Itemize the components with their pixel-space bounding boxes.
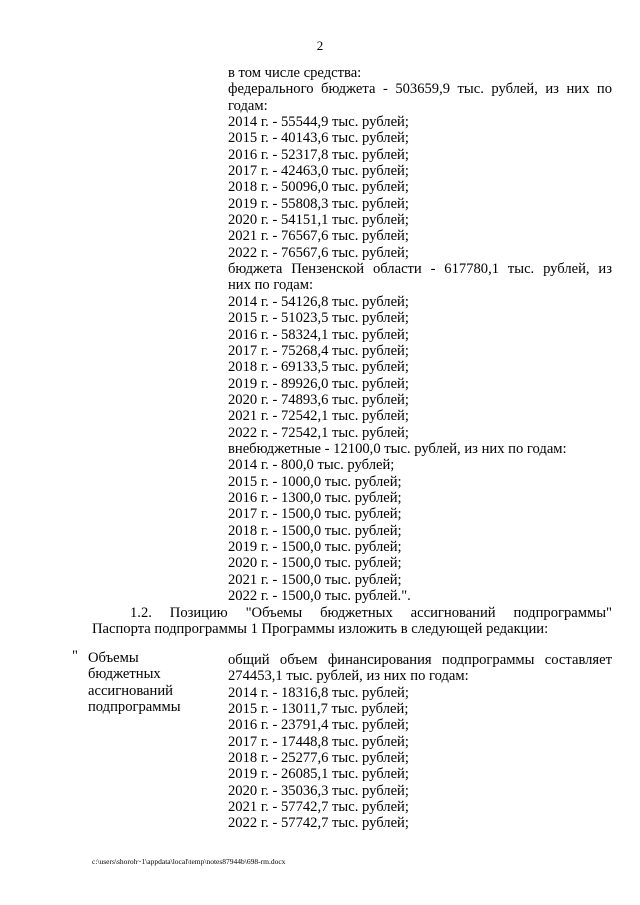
regional-year-line: 2020 г. - 74893,6 тыс. рублей; — [228, 391, 409, 408]
extrabudget-year-line: 2015 г. - 1000,0 тыс. рублей; — [228, 473, 402, 490]
federal-year-line: 2018 г. - 50096,0 тыс. рублей; — [228, 179, 409, 196]
regional-budget-heading: бюджета Пензенской области - 617780,1 тыс. рублей, из — [228, 261, 612, 278]
regional-year-line: 2021 г. - 72542,1 тыс. рублей; — [228, 408, 409, 425]
label-line: Объемы — [88, 650, 139, 666]
label-line: подпрограммы — [88, 699, 181, 716]
paragraph-1-2-line2: Паспорта подпрограммы 1 Программы изложить в следующей редакции: — [92, 621, 549, 638]
label-line: ассигнований — [88, 682, 173, 699]
total-funding-heading: общий объем финансирования подпрограммы составляет — [228, 652, 612, 668]
extrabudget-year-line: 2014 г. - 800,0 тыс. рублей; — [228, 457, 395, 474]
federal-year-line: 2020 г. - 54151,1 тыс. рублей; — [228, 212, 409, 229]
federal-year-line: 2017 г. - 42463,0 тыс. рублей; — [228, 163, 409, 180]
federal-budget-heading: федерального бюджета - 503659,9 тыс. рублей, из них по — [228, 81, 612, 98]
label-line: бюджетных — [88, 666, 161, 683]
intro-line: в том числе средства: — [228, 65, 362, 81]
regional-year-line: 2019 г. - 89926,0 тыс. рублей; — [228, 375, 409, 392]
paragraph-1-2-line1: 1.2. Позицию "Объемы бюджетных ассигнований подпрограммы" — [130, 605, 612, 621]
regional-year-line: 2018 г. - 69133,5 тыс. рублей; — [228, 359, 409, 376]
regional-year-line: 2017 г. - 75268,4 тыс. рублей; — [228, 342, 409, 359]
federal-year-line: 2021 г. - 76567,6 тыс. рублей; — [228, 228, 409, 245]
total-funding-heading-cont: 274453,1 тыс. рублей, из них по годам: — [228, 668, 469, 685]
paragraph-1-2 — [92, 605, 612, 638]
extrabudget-heading: внебюджетные - 12100,0 тыс. рублей, из них по годам: — [228, 440, 567, 457]
regional-year-line: 2014 г. - 54126,8 тыс. рублей; — [228, 293, 409, 310]
regional-year-line: 2015 г. - 51023,5 тыс. рублей; — [228, 310, 409, 327]
subprogram-year-line: 2018 г. - 25277,6 тыс. рублей; — [228, 750, 409, 767]
extrabudget-year-line: 2022 г. - 1500,0 тыс. рублей.". — [228, 588, 411, 604]
extrabudget-year-line: 2019 г. - 1500,0 тыс. рублей; — [228, 538, 402, 555]
federal-year-line: 2014 г. - 55544,9 тыс. рублей; — [228, 114, 409, 131]
subprogram-year-line: 2019 г. - 26085,1 тыс. рублей; — [228, 766, 409, 783]
federal-year-line: 2022 г. - 76567,6 тыс. рублей; — [228, 244, 409, 261]
page-number: 2 — [316, 38, 324, 53]
table-left-cell — [72, 648, 216, 716]
funding-sources-block — [228, 65, 612, 604]
footer-file-path: c:\users\shoroh~1\appdata\local\temp\notes87944b\698-rm.docx — [92, 857, 286, 866]
federal-year-line: 2019 г. - 55808,3 тыс. рублей; — [228, 195, 409, 212]
extrabudget-year-line: 2020 г. - 1500,0 тыс. рублей; — [228, 555, 402, 572]
subprogram-year-line: 2017 г. - 17448,8 тыс. рублей; — [228, 733, 409, 750]
regional-year-line: 2016 г. - 58324,1 тыс. рублей; — [228, 326, 409, 343]
regional-year-line: 2022 г. - 72542,1 тыс. рублей; — [228, 424, 409, 441]
subprogram-year-line: 2015 г. - 13011,7 тыс. рублей; — [228, 701, 409, 718]
table-right-cell — [228, 652, 612, 832]
subprogram-year-line: 2020 г. - 35036,3 тыс. рублей; — [228, 782, 409, 799]
subprogram-year-line: 2014 г. - 18316,8 тыс. рублей; — [228, 684, 409, 701]
federal-year-line: 2015 г. - 40143,6 тыс. рублей; — [228, 130, 409, 147]
regional-budget-heading-cont: них по годам: — [228, 277, 314, 294]
opening-quote: " — [72, 648, 78, 664]
subprogram-year-line: 2021 г. - 57742,7 тыс. рублей; — [228, 799, 409, 816]
extrabudget-year-line: 2017 г. - 1500,0 тыс. рублей; — [228, 506, 402, 523]
federal-budget-heading-cont: годам: — [228, 97, 268, 114]
extrabudget-year-line: 2016 г. - 1300,0 тыс. рублей; — [228, 489, 402, 506]
federal-year-line: 2016 г. - 52317,8 тыс. рублей; — [228, 146, 409, 163]
extrabudget-year-line: 2021 г. - 1500,0 тыс. рублей; — [228, 571, 402, 588]
subprogram-year-line: 2022 г. - 57742,7 тыс. рублей; — [228, 815, 409, 832]
subprogram-year-line: 2016 г. - 23791,4 тыс. рублей; — [228, 717, 409, 734]
extrabudget-year-line: 2018 г. - 1500,0 тыс. рублей; — [228, 522, 402, 539]
